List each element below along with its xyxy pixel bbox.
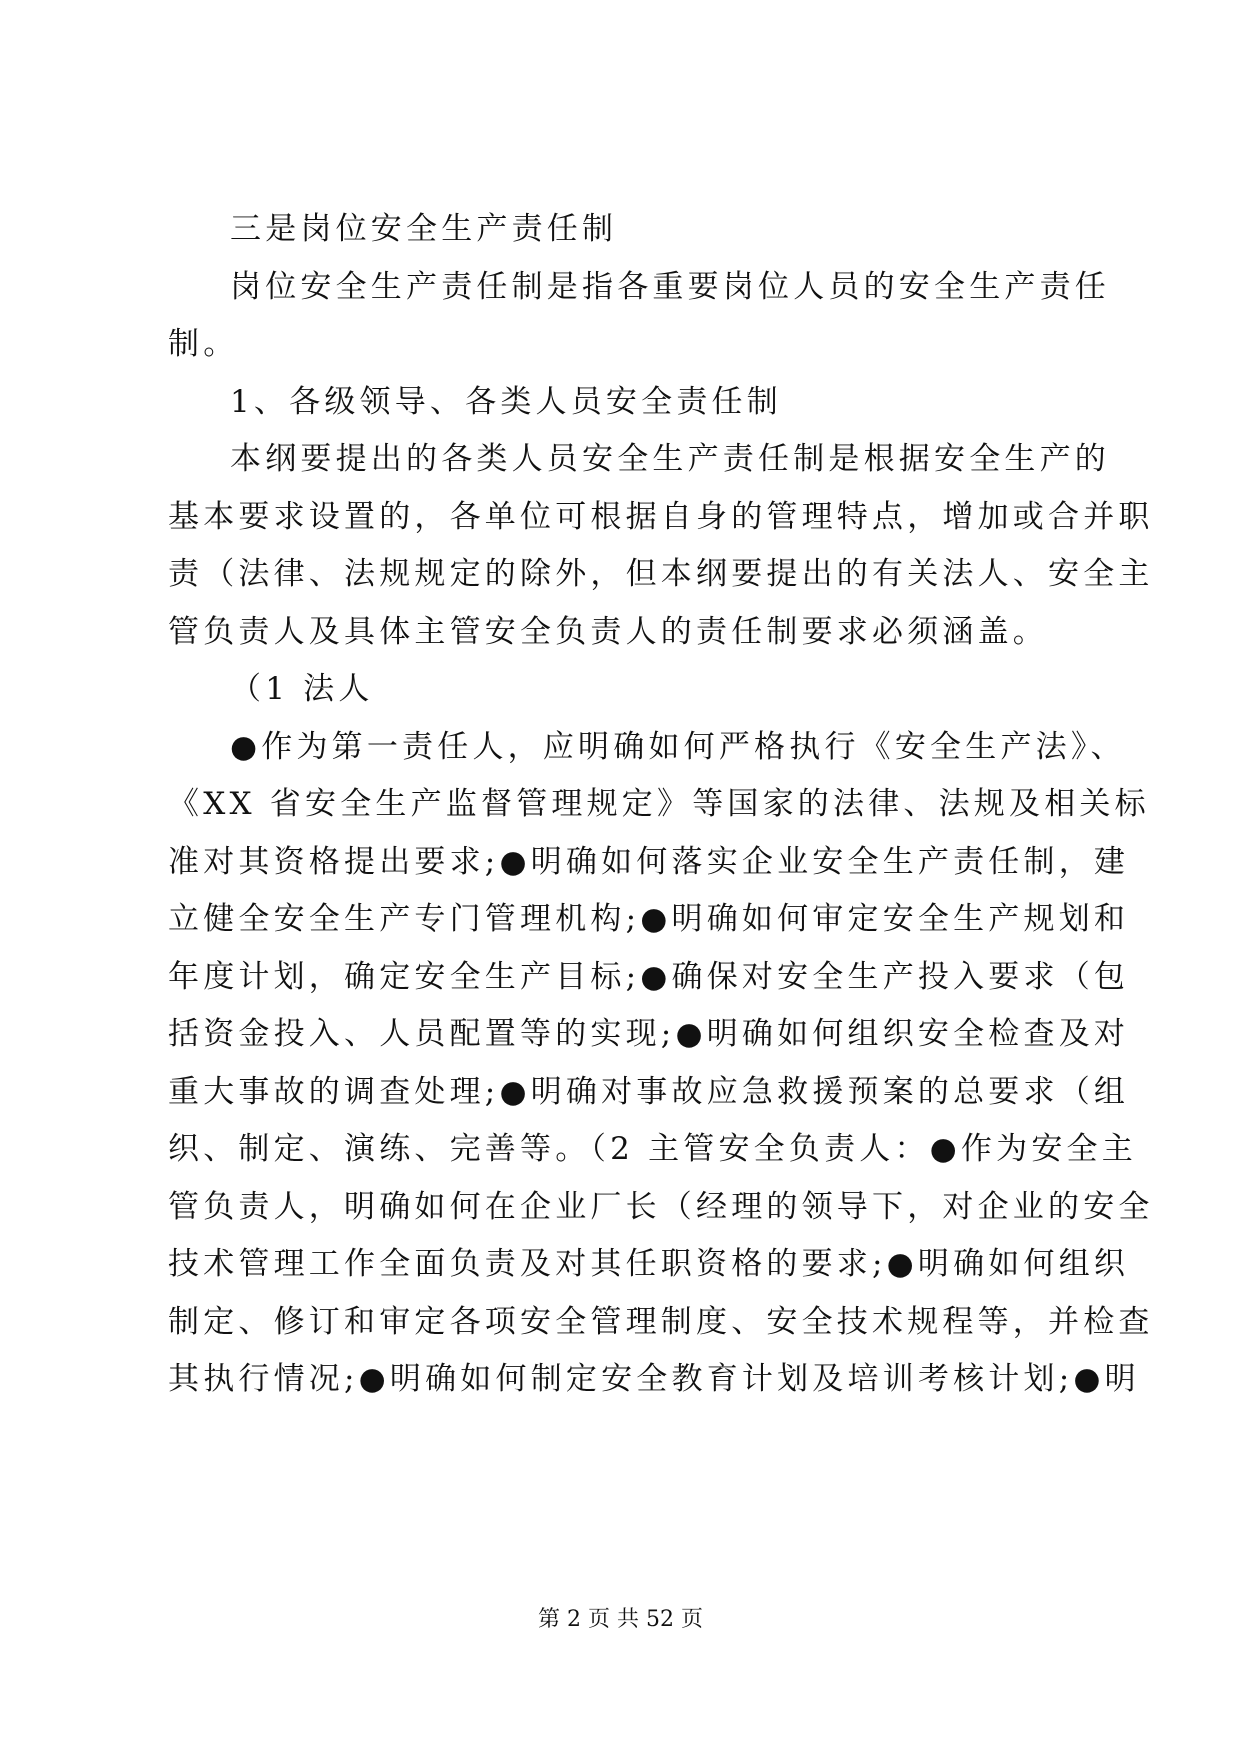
item-heading: （1 法人	[230, 671, 374, 707]
subsection-heading: 1、各级领导、各类人员安全责任制	[230, 384, 782, 420]
paragraph-line: 《XX 省安全生产监督管理规定》等国家的法律、法规及相关标	[168, 786, 1150, 822]
paragraph-line: 其执行情况;●明确如何制定安全教育计划及培训考核计划;●明	[168, 1361, 1140, 1397]
paragraph-line: 基本要求设置的，各单位可根据自身的管理特点，增加或合并职	[168, 499, 1154, 535]
paragraph-line: 责（法律、法规规定的除外，但本纲要提出的有关法人、安全主	[168, 556, 1154, 592]
paragraph-line: 管负责人，明确如何在企业厂长（经理的领导下，对企业的安全	[168, 1189, 1154, 1225]
paragraph-line: 岗位安全生产责任制是指各重要岗位人员的安全生产责任	[230, 269, 1110, 305]
paragraph-line: 管负责人及具体主管安全负责人的责任制要求必须涵盖。	[168, 614, 1048, 650]
paragraph-line: 重大事故的调查处理;●明确对事故应急救援预案的总要求（组	[168, 1074, 1130, 1110]
paragraph-line: 织、制定、演练、完善等。（2 主管安全负责人：●作为安全主	[168, 1131, 1137, 1167]
paragraph-line: 立健全安全生产专门管理机构;●明确如何审定安全生产规划和	[168, 901, 1130, 937]
page-number-footer: 第 2 页 共 52 页	[538, 1607, 703, 1632]
paragraph-line: 本纲要提出的各类人员安全生产责任制是根据安全生产的	[230, 441, 1110, 477]
paragraph-line: 制定、修订和审定各项安全管理制度、安全技术规程等，并检查	[168, 1304, 1154, 1340]
section-heading: 三是岗位安全生产责任制	[230, 211, 618, 247]
paragraph-line: 制。	[168, 326, 239, 362]
paragraph-line: 括资金投入、人员配置等的实现;●明确如何组织安全检查及对	[168, 1016, 1130, 1052]
paragraph-line: 技术管理工作全面负责及对其任职资格的要求;●明确如何组织	[168, 1246, 1130, 1282]
paragraph-line: 准对其资格提出要求;●明确如何落实企业安全生产责任制，建	[168, 844, 1130, 880]
paragraph-line: ●作为第一责任人，应明确如何严格执行《安全生产法》、	[230, 729, 1126, 765]
paragraph-line: 年度计划，确定安全生产目标;●确保对安全生产投入要求（包	[168, 959, 1130, 995]
